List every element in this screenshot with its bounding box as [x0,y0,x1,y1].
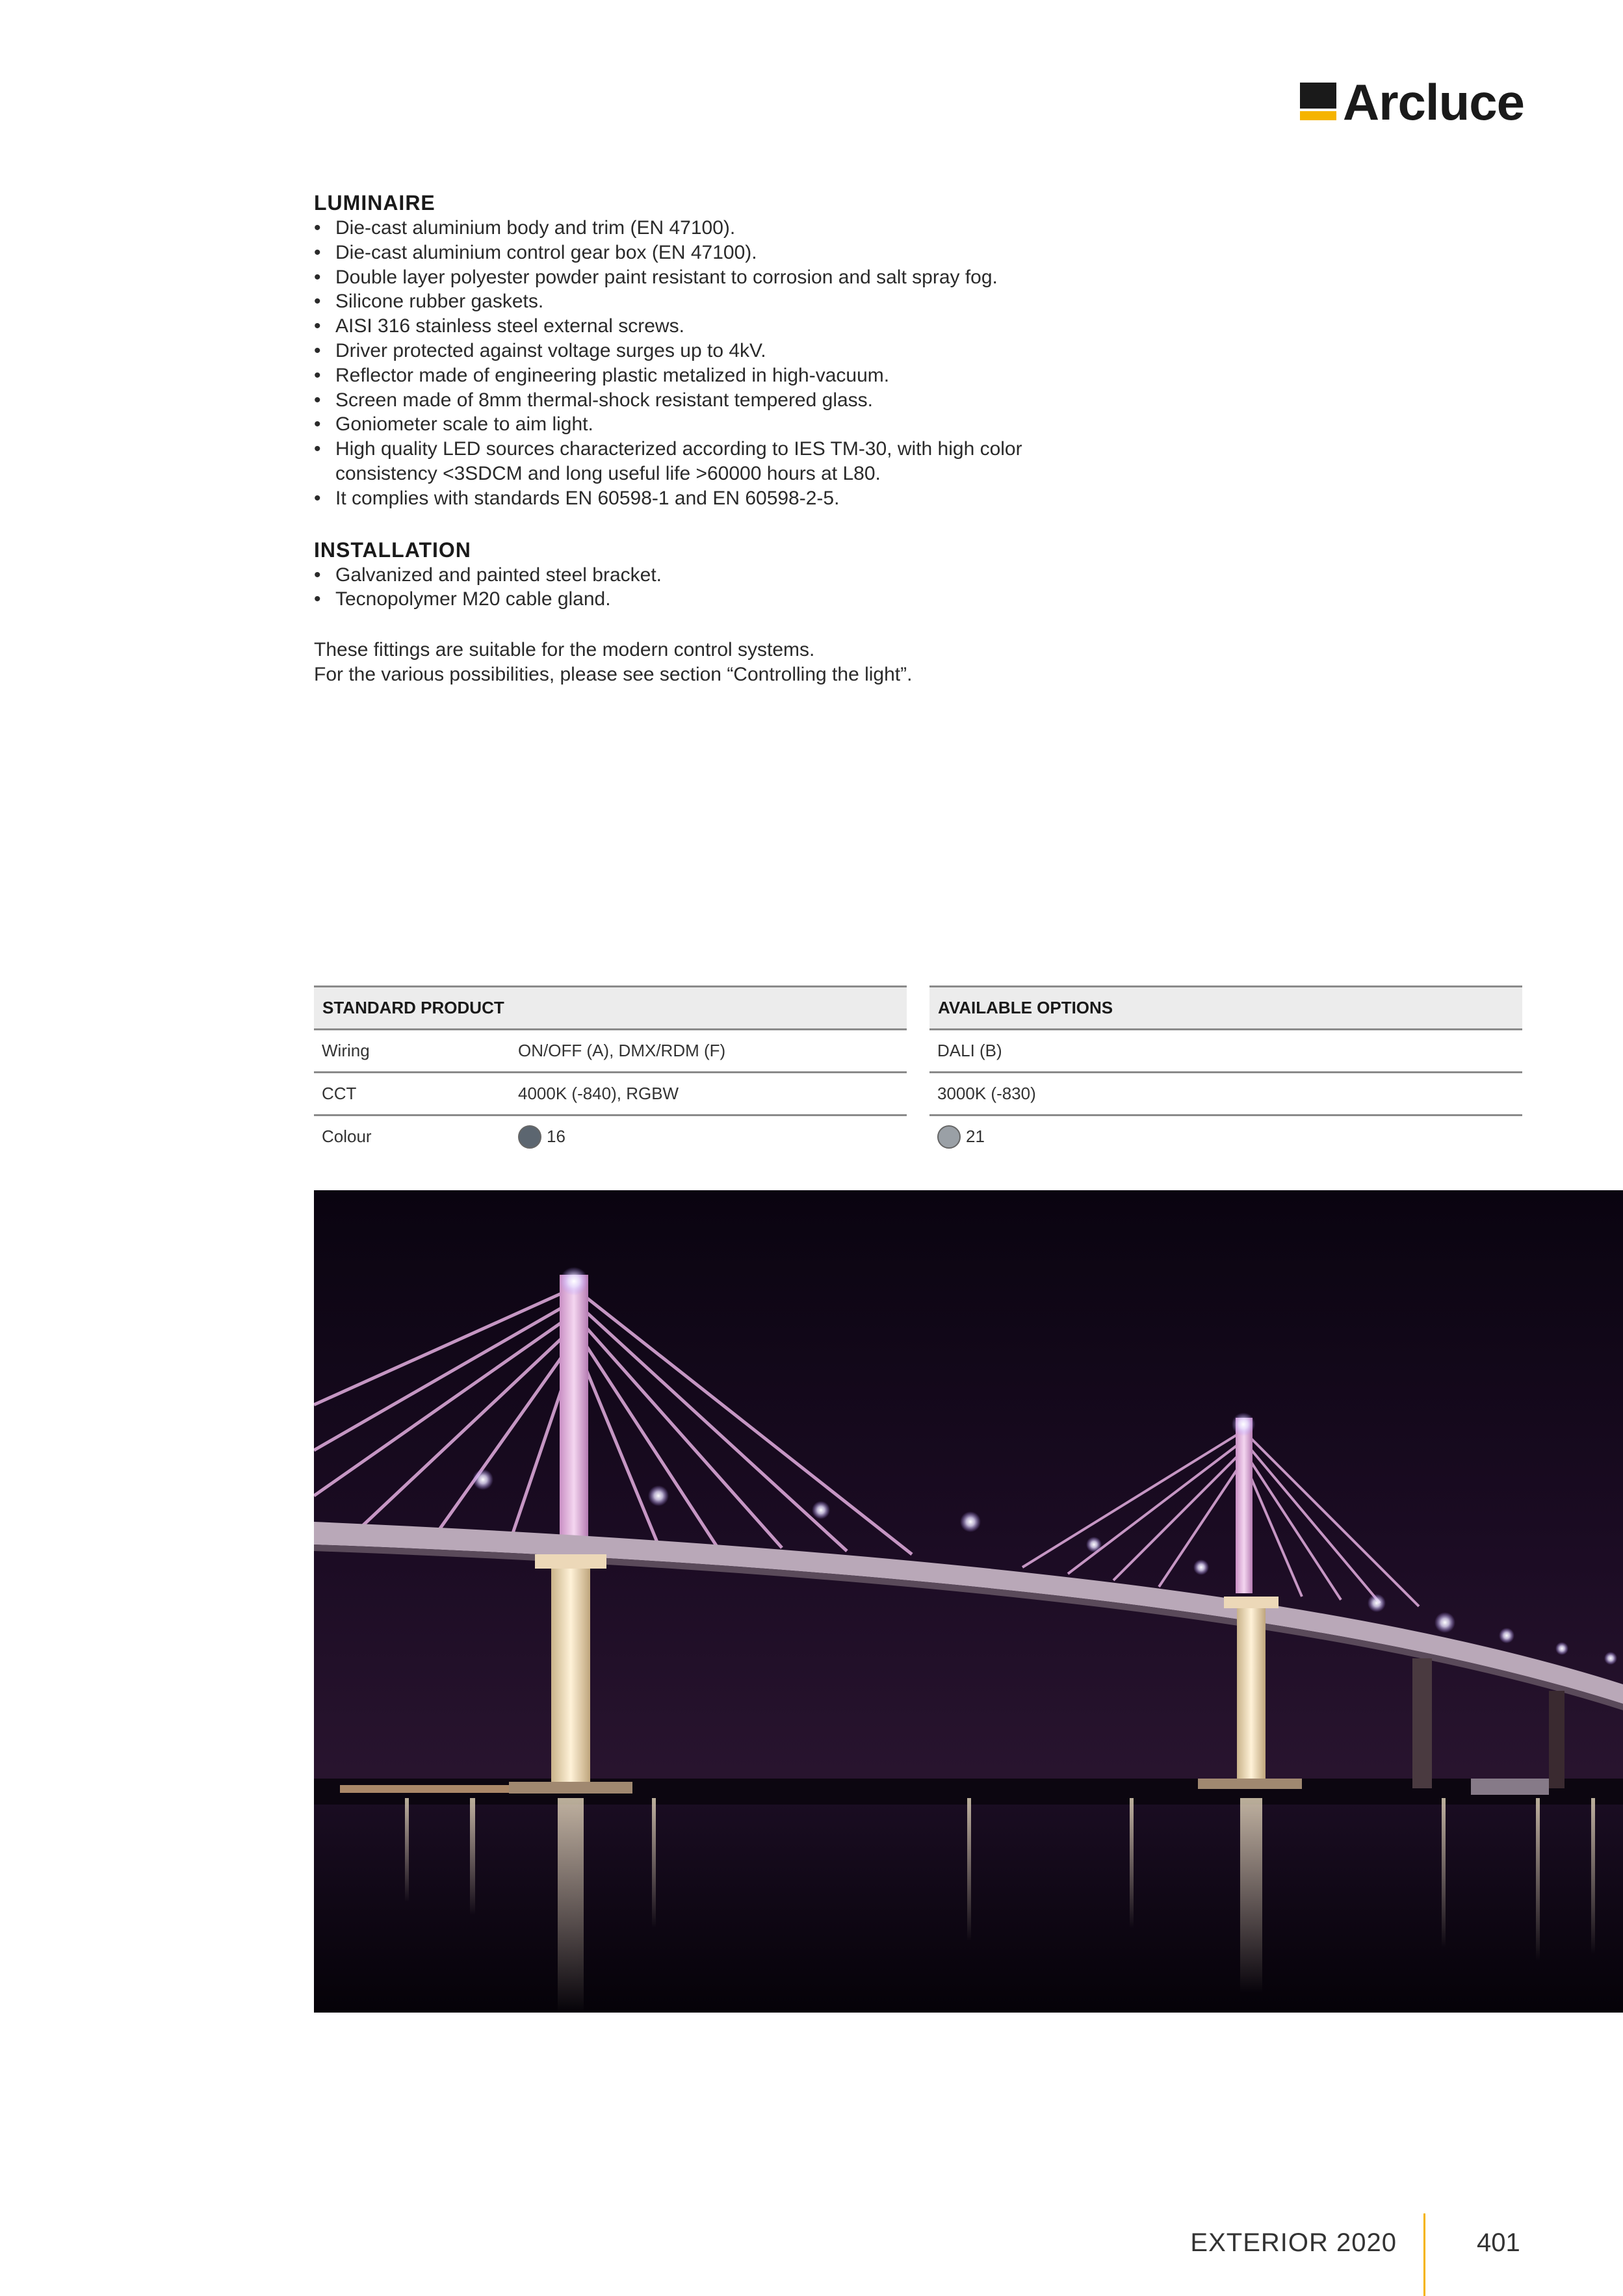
installation-title: INSTALLATION [314,538,471,562]
luminaire-title: LUMINAIRE [314,191,435,215]
colour-value [937,1116,985,1157]
list-item: • Goniometer scale to aim light. [314,412,1094,437]
colour-code: 21 [966,1127,985,1146]
control-note [314,638,1094,687]
brand-name: Arcluce [1342,73,1524,131]
row-label: Wiring [322,1041,370,1060]
table-row [929,1073,1522,1116]
colour-swatch-icon [518,1125,541,1149]
colour-value [518,1116,565,1157]
standard-product-header: STANDARD PRODUCT [314,987,907,1030]
row-value: DALI (B) [937,1041,1002,1060]
row-label: Colour [322,1127,372,1146]
list-item: • Reflector made of engineering plastic metalized in high-vacuum. [314,363,1094,388]
table-row [929,1030,1522,1073]
row-value: 3000K (-830) [937,1084,1036,1103]
row-value: ON/OFF (A), DMX/RDM (F) [518,1041,726,1060]
available-options-header: AVAILABLE OPTIONS [929,987,1522,1030]
brand-logo [1300,73,1524,131]
row-label: CCT [322,1084,357,1103]
list-item: • Galvanized and painted steel bracket. [314,563,1094,588]
colour-swatch-icon [937,1125,961,1149]
list-item: • AISI 316 stainless steel external screws. [314,314,1094,339]
list-item: • Driver protected against voltage surges up to 4kV. [314,339,1094,363]
logo-mark-icon [1300,83,1336,122]
installation-list [314,563,1094,612]
page-number: 401 [1477,2228,1520,2257]
table-row [314,1073,907,1116]
footer-divider [1423,2213,1425,2296]
colour-code: 16 [547,1127,565,1146]
available-options-table [929,985,1522,1157]
list-item: • Die-cast aluminium body and trim (EN 47100). [314,216,1094,241]
spec-text [314,190,1094,687]
table-row [929,1116,1522,1157]
table-row [314,1116,907,1157]
list-item: • High quality LED sources characterized according to IES TM-30, with high color consistency <3SDCM and long useful life >60000 hours at L80. [314,437,1063,486]
standard-product-table [314,985,907,1157]
bridge-night-photo [314,1190,1623,2013]
list-item: • Screen made of 8mm thermal-shock resistant tempered glass. [314,388,1094,413]
row-value: 4000K (-840), RGBW [518,1084,679,1103]
note-line: These fittings are suitable for the modern control systems. [314,639,815,661]
list-item: • Double layer polyester powder paint resistant to corrosion and salt spray fog. [314,265,1094,290]
list-item: • Tecnopolymer M20 cable gland. [314,587,1094,612]
list-item: • Die-cast aluminium control gear box (EN 47100). [314,241,1094,265]
table-row [314,1030,907,1073]
list-item: • Silicone rubber gaskets. [314,289,1094,314]
note-line: For the various possibilities, please see section “Controlling the light”. [314,663,913,685]
luminaire-list [314,216,1094,511]
footer-section-title: EXTERIOR 2020 [1190,2228,1397,2257]
list-item: • It complies with standards EN 60598-1 and EN 60598-2-5. [314,486,1094,511]
